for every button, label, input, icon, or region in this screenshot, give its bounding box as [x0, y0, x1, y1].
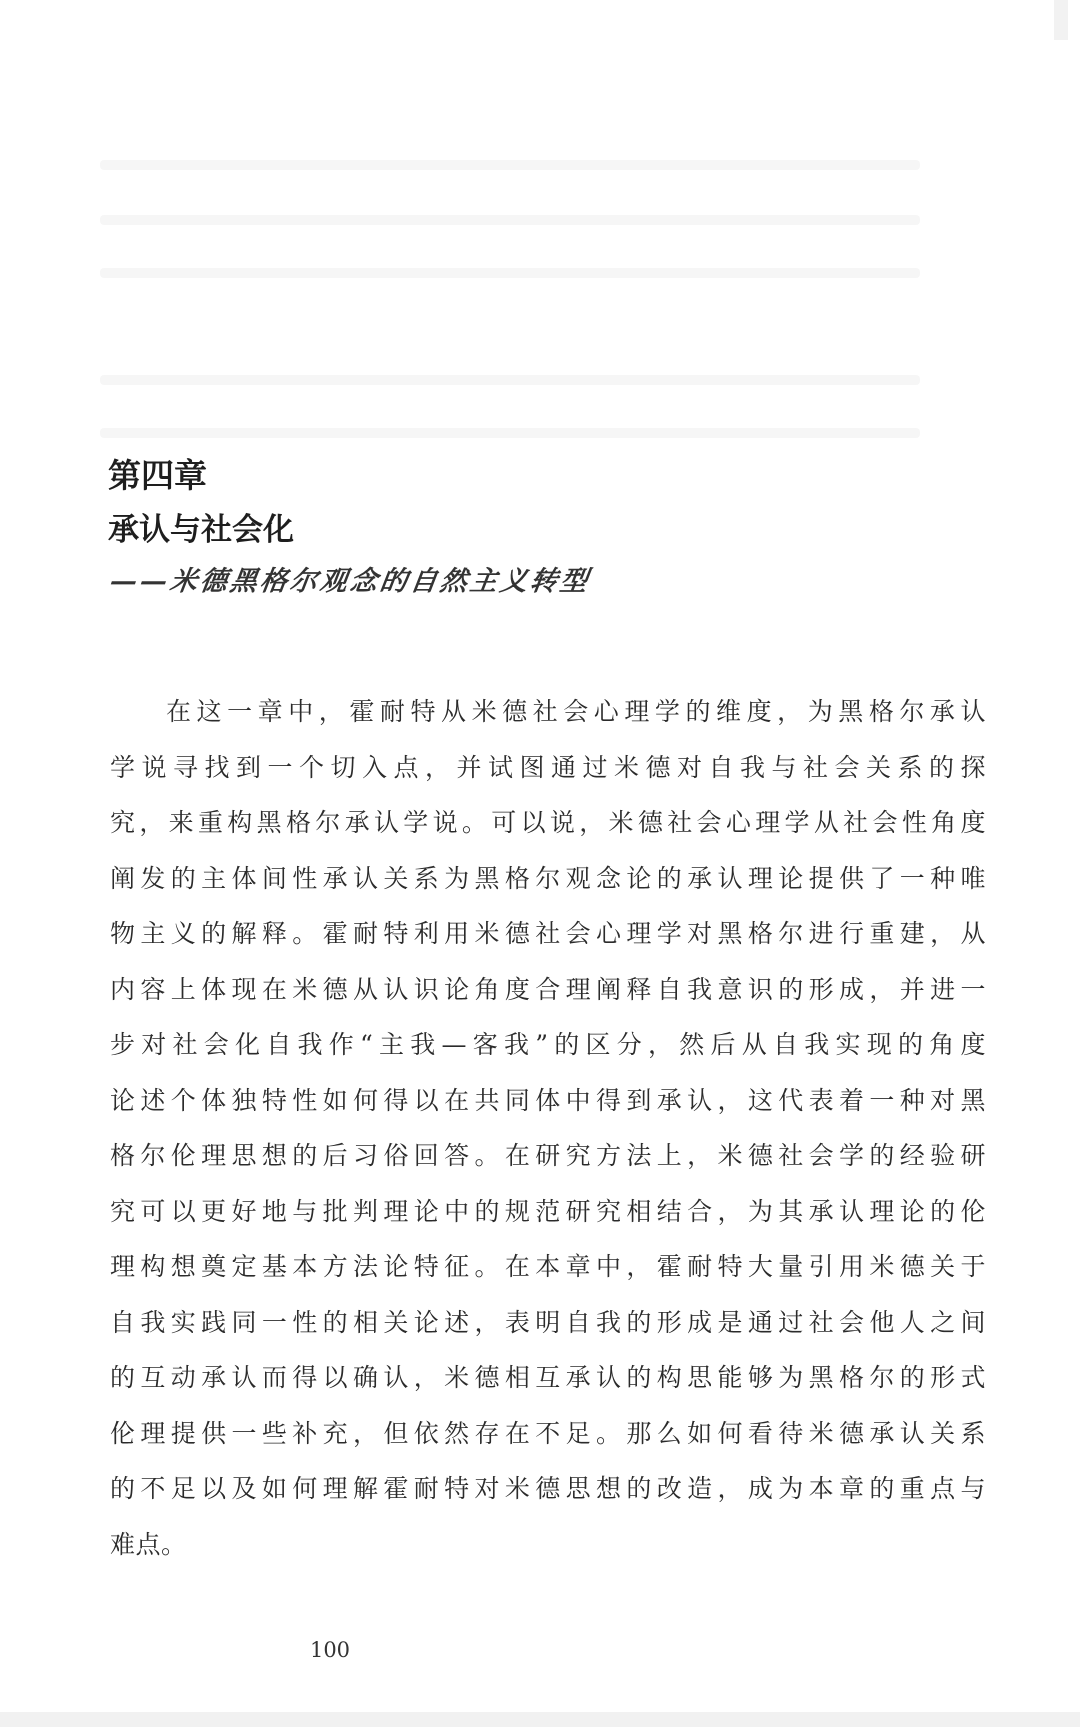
text-line: 的互动承认而得以确认，米德相互承认的构思能够为黑格尔的形式 — [110, 1363, 986, 1392]
page-bottom-edge — [0, 1712, 1080, 1727]
text-line: 论述个体独特性如何得以在共同体中得到承认，这代表着一种对黑 — [110, 1085, 986, 1115]
chapter-subtitle: ——米德黑格尔观念的自然主义转型 — [107, 566, 593, 597]
chapter-number: 第四章 — [108, 456, 207, 495]
text-line: 究可以更好地与批判理论中的规范研究相结合，为其承认理论的伦 — [110, 1196, 986, 1226]
text-line: 学说寻找到一个切入点，并试图通过米德对自我与社会关系的探 — [110, 752, 986, 782]
text-line: 阐发的主体间性承认关系为黑格尔观念论的承认理论提供了一种唯 — [110, 863, 986, 893]
page-number: 100 — [309, 1638, 351, 1662]
text-line: 步对社会化自我作“主我—客我”的区分，然后从自我实现的角度 — [110, 1030, 986, 1059]
show-through-mark — [100, 215, 920, 225]
show-through-mark — [1054, 0, 1068, 40]
text-line: 的不足以及如何理解霍耐特对米德思想的改造，成为本章的重点与 — [110, 1474, 986, 1503]
text-line: 物主义的解释。霍耐特利用米德社会心理学对黑格尔进行重建，从 — [110, 919, 986, 948]
text-line: 在这一章中，霍耐特从米德社会心理学的维度，为黑格尔承认 — [166, 697, 986, 726]
show-through-mark — [100, 268, 920, 278]
body-paragraph — [110, 684, 986, 1572]
text-line: 究，来重构黑格尔承认学说。可以说，米德社会心理学从社会性角度 — [110, 808, 986, 837]
show-through-mark — [100, 428, 920, 438]
text-line: 理构想奠定基本方法论特征。在本章中，霍耐特大量引用米德关于 — [110, 1252, 986, 1281]
text-line: 难点。 — [110, 1529, 187, 1559]
show-through-mark — [100, 375, 920, 385]
text-line: 自我实践同一性的相关论述，表明自我的形成是通过社会他人之间 — [110, 1307, 986, 1337]
text-line: 伦理提供一些补充，但依然存在不足。那么如何看待米德承认关系 — [110, 1418, 986, 1448]
text-line: 内容上体现在米德从认识论角度合理阐释自我意识的形成，并进一 — [110, 974, 986, 1004]
text-line: 格尔伦理思想的后习俗回答。在研究方法上，米德社会学的经验研 — [110, 1141, 986, 1170]
chapter-title: 承认与社会化 — [108, 512, 294, 548]
show-through-mark — [100, 160, 920, 170]
